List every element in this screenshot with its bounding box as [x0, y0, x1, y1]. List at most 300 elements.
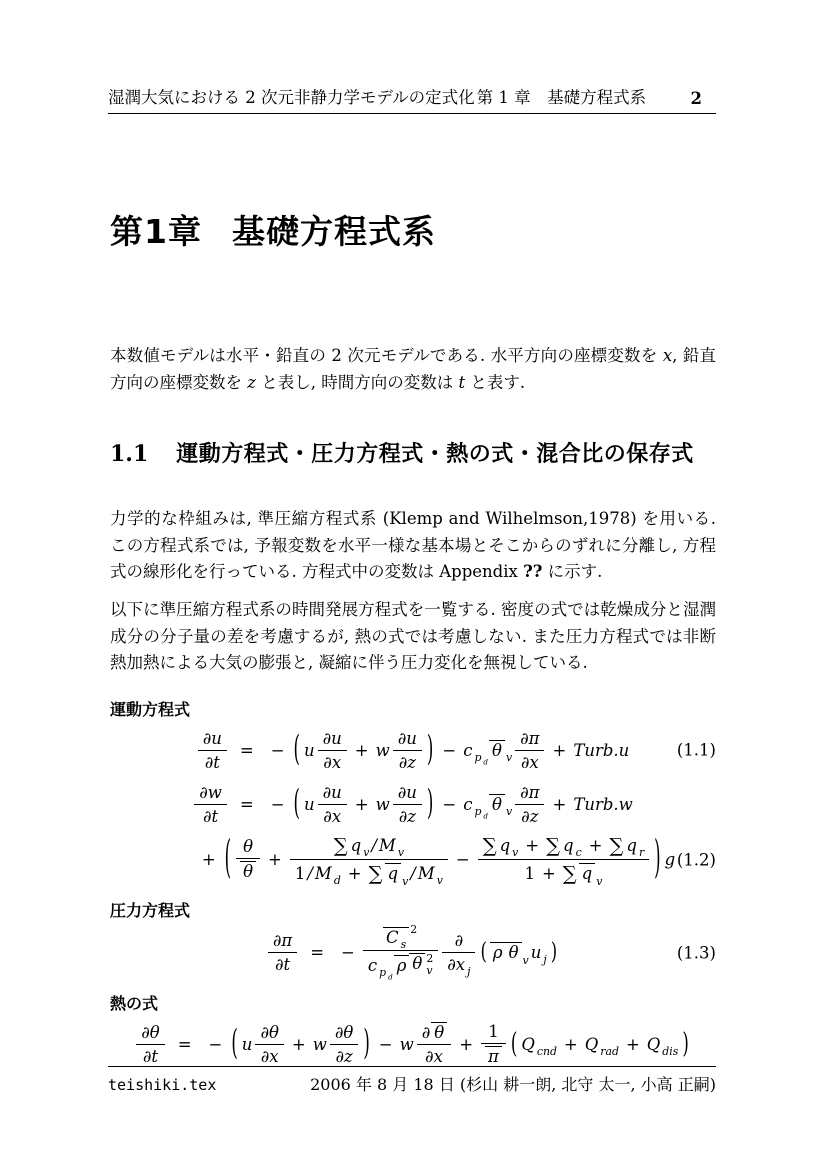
header-running-title [108, 84, 646, 108]
variable: M [314, 864, 332, 883]
big-paren: ) [654, 831, 661, 884]
math-token [393, 729, 422, 750]
math-token [318, 783, 347, 804]
math-token [481, 1022, 506, 1043]
big-paren: ( [510, 1026, 518, 1059]
math-token [446, 955, 466, 974]
math-token [393, 804, 422, 826]
variable: q [387, 864, 399, 884]
variable: r [638, 845, 645, 859]
math-token [393, 783, 422, 804]
equals-sign: = [239, 794, 254, 814]
variable: ∂x [323, 806, 342, 826]
subscript [599, 1044, 620, 1057]
math-token [363, 950, 438, 982]
math-token [350, 836, 363, 855]
variable: ∂u [397, 728, 417, 748]
variable: v [505, 751, 513, 765]
math-token [383, 927, 409, 952]
overbar [579, 863, 596, 884]
math-token [646, 1035, 662, 1054]
fraction [318, 729, 347, 772]
variable: ∂t [142, 1046, 159, 1066]
subscript [482, 757, 489, 766]
math-token [363, 923, 438, 952]
variable: ∂z [521, 806, 539, 826]
section-heading [110, 437, 694, 468]
text-run: と表し, 時間方向の変数は [255, 372, 459, 392]
sum-symbol: ∑ [562, 862, 577, 885]
fraction [417, 1022, 451, 1067]
fraction [515, 783, 544, 826]
fraction [194, 783, 227, 826]
operator: + [552, 794, 567, 814]
math-token [385, 863, 402, 884]
big-paren: ( [293, 782, 300, 823]
math-token [385, 929, 400, 948]
math-token [462, 741, 473, 760]
variable: s [400, 938, 407, 952]
scripted-term [625, 836, 645, 859]
text-run: に示す. [542, 562, 603, 582]
scripted-term [385, 928, 407, 952]
math-token [290, 834, 448, 859]
math-token [255, 1044, 283, 1066]
math-token [530, 943, 543, 962]
variable: v [436, 873, 443, 887]
variable: / [371, 836, 377, 855]
equation-label: 運動方程式 [110, 700, 191, 719]
math-token [473, 750, 482, 763]
chapter-heading [110, 206, 436, 253]
math-token [515, 729, 544, 750]
variable: Turb.w [573, 794, 633, 814]
scripted-term [489, 740, 513, 765]
variable: θ [243, 837, 254, 857]
variable: ∂z [398, 806, 416, 826]
variable: c [575, 845, 582, 859]
big-paren: ) [426, 782, 434, 823]
variable: ∂x [520, 752, 539, 772]
fraction [481, 1022, 506, 1067]
page-number: 2 [690, 89, 702, 108]
math-token [417, 1022, 451, 1045]
text-run: と表す. [465, 372, 526, 392]
equation-rhs [265, 729, 631, 772]
operator: + [354, 794, 369, 814]
paragraph-intro [110, 343, 716, 396]
roman: 1 [294, 864, 306, 883]
operator: − [341, 943, 355, 962]
math-token [481, 1043, 506, 1067]
math-token [473, 804, 482, 817]
operator: + [541, 864, 556, 883]
operator: + [347, 864, 362, 883]
variable: v [505, 805, 513, 819]
variable: ∂π [272, 931, 293, 950]
variable: θ [434, 1022, 445, 1042]
math-token [506, 942, 522, 963]
variable: ρ [396, 956, 407, 975]
equation-body [192, 783, 634, 826]
math-token [330, 1023, 358, 1044]
fraction [318, 783, 347, 826]
overbar [431, 1022, 447, 1043]
operator: + [354, 740, 369, 760]
subscript [436, 874, 444, 887]
variable: w [375, 740, 390, 760]
variable: w [375, 794, 390, 814]
equals-sign: = [239, 740, 254, 760]
variable: M [417, 864, 435, 883]
variable: v [512, 845, 519, 859]
variable: v [363, 845, 370, 859]
variable: Q [646, 1034, 661, 1054]
scripted-term [462, 740, 489, 766]
overbar [385, 863, 402, 884]
variable: ∂x [323, 752, 342, 772]
overbar [489, 740, 505, 761]
scripted-term [385, 863, 410, 888]
chapter-number: 第1章 [110, 212, 202, 251]
math-var: t [458, 372, 466, 392]
fraction [393, 783, 422, 826]
math-token [625, 836, 638, 855]
variable: u [303, 740, 315, 760]
fraction [236, 837, 260, 882]
variable: w [399, 1034, 414, 1054]
subscript [542, 953, 547, 966]
big-paren: ( [231, 1022, 238, 1063]
subscript [378, 965, 394, 982]
variable: ρ [492, 943, 503, 963]
math-token [268, 952, 297, 974]
scripted-term [520, 1034, 558, 1058]
math-token [198, 729, 227, 750]
overbar [489, 794, 505, 815]
operator: + [268, 850, 282, 869]
variable: u [530, 943, 542, 962]
subscript [505, 751, 513, 764]
variable: ∂ [421, 1022, 431, 1042]
math-token [515, 783, 544, 804]
scripted-term [579, 863, 604, 888]
sum-symbol: ∑ [333, 834, 348, 857]
math-token [318, 804, 347, 826]
math-token [409, 953, 425, 974]
subscript [661, 1044, 679, 1057]
text-run: 以下に準圧縮方程式系の時間発展方程式を一覧する. 密度の式では乾燥成分と湿潤成分の分子量の差を考慮するが, 熱の式では考慮しない. また圧力方程式では非断熱加熱による大気の膨張と, 凝縮に伴う圧力変化を無視している. [110, 600, 716, 673]
variable: d [333, 873, 341, 887]
equation-label: 圧力方程式 [110, 901, 191, 920]
math-var: x [662, 346, 673, 365]
scripted-term [506, 942, 530, 967]
subscript [522, 954, 530, 967]
variable: ∂π [520, 782, 540, 802]
math-token [579, 863, 596, 884]
scripted-term [562, 836, 583, 859]
variable: ∂x [447, 955, 466, 974]
fraction [442, 931, 475, 978]
operator: − [378, 1034, 393, 1054]
fraction [268, 931, 297, 974]
variable: ∂t [202, 806, 219, 826]
subscript [466, 965, 471, 978]
operator: + [588, 836, 603, 855]
subscript [425, 965, 433, 978]
variable: ∂θ [334, 1022, 354, 1042]
big-paren: ) [682, 1026, 689, 1059]
variable: θ [412, 953, 423, 973]
equation-number: (1.3) [676, 943, 716, 962]
scripted-term [584, 1034, 620, 1058]
equation-lhs [196, 729, 229, 772]
subscript [505, 805, 513, 818]
operator: + [201, 850, 216, 869]
math-token [462, 795, 473, 814]
equation-row [110, 923, 716, 982]
variable: c [463, 794, 473, 814]
variable: / [410, 864, 416, 883]
math-token [236, 837, 260, 858]
section-number: 1.1 [110, 441, 149, 467]
sum-symbol: ∑ [482, 834, 497, 857]
overbar [490, 942, 506, 963]
fraction [478, 834, 649, 888]
scripted-term [409, 953, 434, 978]
paragraph-listing [110, 597, 716, 677]
variable: ∂t [204, 752, 220, 772]
math-token [562, 836, 575, 855]
equation-number: (1.2) [676, 850, 716, 869]
math-token [515, 750, 544, 772]
equation-lhs [192, 783, 229, 826]
variable: q [581, 864, 593, 884]
operator: + [625, 1034, 640, 1054]
math-token [314, 864, 333, 883]
sum-symbol: ∑ [609, 834, 624, 857]
variable: ∂z [335, 1046, 353, 1066]
math-token [442, 931, 475, 952]
variable: v [426, 964, 433, 978]
variable: Turb.u [573, 740, 630, 760]
scripted-term [462, 794, 489, 820]
fraction [330, 1023, 358, 1066]
variable: Q [521, 1034, 535, 1054]
scripted-term [378, 836, 405, 859]
variable: ∂θ [141, 1022, 160, 1042]
variable: v [402, 874, 409, 888]
math-token [378, 836, 397, 855]
subscript [595, 875, 603, 888]
footer-filename: teishiki.tex [108, 1076, 217, 1094]
fraction [136, 1023, 164, 1066]
math-token [330, 1044, 358, 1066]
operator: + [552, 740, 567, 760]
variable: d [483, 810, 488, 820]
math-token [136, 1044, 164, 1066]
big-paren: ) [426, 728, 434, 769]
equation-rhs [335, 923, 560, 982]
equation-row [110, 780, 716, 828]
overbar [383, 927, 409, 952]
math-token [584, 1035, 600, 1054]
header-doc-title: 湿潤大気における 2 次元非静力学モデルの定式化 [108, 88, 475, 107]
text-run: , 鉛直方向の座標変数を [110, 346, 716, 392]
variable: ∂u [322, 728, 342, 748]
variable: θ [243, 862, 254, 882]
equals-sign: = [177, 1034, 192, 1054]
variable: v [397, 845, 404, 859]
equation-row [110, 831, 716, 888]
operator: − [270, 794, 285, 814]
equation-number: (1.1) [676, 740, 716, 760]
variable: c [367, 955, 378, 975]
scripted-term [446, 955, 471, 978]
overbar [394, 955, 410, 976]
math-token [378, 966, 387, 979]
variable: c [463, 740, 473, 760]
math-token [290, 859, 448, 888]
operator: − [208, 1034, 223, 1054]
roman: 1 [488, 1021, 499, 1041]
big-paren: ( [480, 938, 487, 965]
fraction [515, 729, 544, 772]
variable: M [378, 836, 396, 855]
fraction [198, 729, 227, 772]
math-token [478, 859, 649, 888]
variable: w [312, 1034, 327, 1054]
scripted-term [473, 804, 489, 820]
subscript [511, 846, 519, 859]
variable: v [522, 953, 529, 967]
superscript [409, 923, 418, 936]
variable: d [388, 972, 393, 982]
math-token [194, 804, 227, 826]
variable: θ [492, 794, 502, 814]
variable: q [626, 836, 637, 855]
variable: θ [508, 943, 519, 963]
scripted-term [367, 955, 394, 982]
roman: 2 [426, 951, 434, 965]
subscript [400, 939, 408, 952]
scripted-term [473, 750, 489, 766]
fraction [255, 1023, 283, 1066]
variable: C [385, 928, 399, 947]
operator: − [442, 740, 457, 760]
subscript [333, 874, 342, 887]
roman: 1 [524, 864, 535, 883]
text-run: 本数値モデルは水平・鉛直の 2 次元モデルである. 水平方向の座標変数を [110, 346, 663, 365]
scripted-term [499, 836, 520, 859]
math-token [136, 1023, 164, 1044]
variable: θ [492, 740, 502, 760]
math-token [442, 952, 475, 978]
scripted-term [314, 864, 342, 887]
roman: 2 [410, 923, 418, 937]
subscript [575, 846, 583, 859]
fraction [393, 729, 422, 772]
scripted-term [489, 794, 513, 819]
scripted-term [378, 965, 394, 982]
math-token [318, 729, 347, 750]
subscript [387, 972, 394, 981]
big-paren: ) [363, 1022, 370, 1063]
header-chapter-ref: 第 1 章 基礎方程式系 [476, 88, 647, 107]
fraction [363, 923, 438, 982]
variable: d [483, 756, 488, 766]
big-paren: ( [224, 831, 232, 884]
math-token [417, 1044, 451, 1066]
math-token [520, 1035, 536, 1054]
variable: ∂u [322, 782, 342, 802]
variable: ∂t [274, 955, 291, 974]
variable: ∂z [398, 752, 416, 772]
equation-body [266, 923, 560, 982]
math-token [478, 834, 649, 859]
chapter-title: 基礎方程式系 [231, 212, 436, 251]
subscript [638, 846, 645, 859]
variable: u [303, 794, 315, 814]
math-token [393, 750, 422, 772]
bold-run: ?? [523, 562, 543, 582]
equation-lhs [266, 931, 299, 974]
variable: ∂ [454, 931, 464, 950]
overbar [485, 1046, 502, 1067]
equation-blocks [110, 697, 716, 1074]
math-token [489, 794, 505, 815]
big-paren: ) [550, 938, 558, 965]
paragraph-framework [110, 506, 716, 586]
equation-rhs [265, 783, 634, 826]
equation-body [196, 729, 631, 772]
sum-symbol: ∑ [546, 834, 561, 857]
subscript [536, 1044, 558, 1057]
subscript [397, 846, 405, 859]
scripts [425, 953, 434, 978]
variable: Q [584, 1034, 599, 1054]
math-token [194, 783, 227, 804]
subscript [401, 875, 409, 888]
variable: p [379, 965, 387, 979]
operator: + [459, 1034, 474, 1054]
operator: − [442, 794, 457, 814]
overbar [409, 953, 425, 974]
math-token [268, 931, 297, 952]
equation-body [134, 1022, 692, 1067]
variable: j [543, 952, 547, 966]
variable: ∂x [425, 1047, 443, 1067]
variable: ∂u [202, 728, 222, 748]
operator: + [563, 1034, 578, 1054]
math-token [499, 836, 512, 855]
footer-date-authors: 2006 年 8 月 18 日 (杉山 耕一朗, 北守 太一, 小高 正嗣) [310, 1075, 716, 1094]
subscript [473, 804, 489, 820]
equation-rhs [196, 831, 676, 888]
operator: + [525, 836, 540, 855]
overbar [506, 942, 522, 963]
variable: q [350, 836, 362, 855]
variable: ∂π [520, 728, 540, 748]
variable: ∂w [199, 782, 222, 802]
math-token [198, 750, 227, 772]
operator: − [270, 740, 285, 760]
equation-row [110, 726, 716, 774]
variable: cnd [536, 1044, 557, 1058]
section-title: 運動方程式・圧力方程式・熱の式・混合比の保存式 [176, 442, 694, 467]
text-run: 力学的な枠組みは, 準圧縮方程式系 (Klemp and Wilhelmson,1978) を用いる. この方程式系では, 予報変数を水平一様な基本場とそこからのずれに分離し, 方程式の線形化を行っている. 方程式中の変数は Appendix [110, 509, 716, 582]
scripted-term [383, 923, 418, 952]
